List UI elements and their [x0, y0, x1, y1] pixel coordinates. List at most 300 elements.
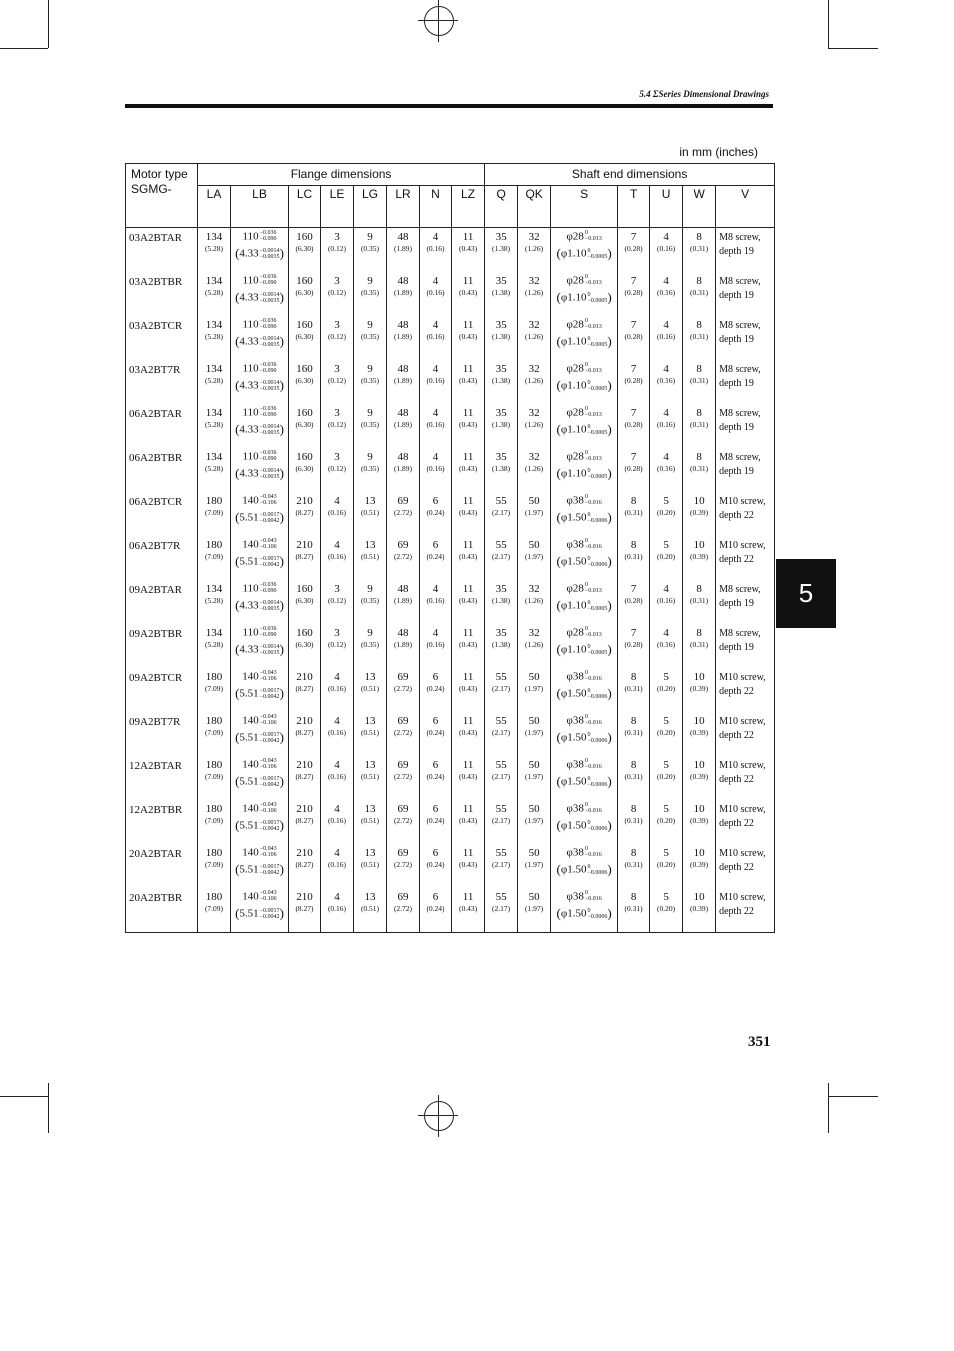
cell-inch-value: (5.28)	[204, 332, 224, 341]
cell-value: 180	[205, 539, 223, 551]
cell-inch-value: (1.26)	[525, 596, 544, 605]
cell-value: 3	[334, 319, 340, 331]
screw-depth: depth 19	[719, 246, 754, 257]
cell-value: 3	[334, 407, 340, 419]
tolerance	[260, 626, 277, 638]
cell-lg	[354, 580, 387, 624]
motor-type-header: Motor type SGMG-	[126, 164, 198, 228]
tolerance-lower: −0.0005	[587, 429, 608, 436]
cell-value: 7	[630, 407, 637, 419]
paren-open: (	[235, 465, 240, 481]
cell-value: 9	[367, 407, 373, 419]
tolerance-upper: 0	[584, 582, 588, 589]
tolerance	[587, 644, 607, 656]
cell-inch-value: (0.16)	[426, 464, 445, 473]
nominal-inch-value: φ1.50	[560, 819, 587, 832]
cell-value: 35	[495, 275, 507, 287]
cell-t	[618, 800, 650, 844]
tolerance	[587, 248, 607, 260]
nominal-value: 110	[242, 626, 259, 639]
cell-inch-value: (6.30)	[295, 332, 314, 341]
tolerance-upper: 0	[584, 538, 588, 545]
cell-la	[198, 624, 231, 668]
screw-spec: M8 screw,	[719, 452, 761, 463]
cell-n	[420, 228, 452, 273]
screw-spec: M8 screw,	[719, 364, 761, 375]
cell-inch-value: (7.09)	[204, 904, 224, 913]
cell-inch-value: (2.17)	[492, 684, 511, 693]
cell-qk	[518, 360, 551, 404]
crop-mark	[828, 0, 829, 48]
cell-value: 55	[495, 847, 507, 859]
tolerance-upper: −0.036	[259, 450, 277, 457]
cell-inch-value: (0.51)	[360, 728, 380, 737]
cell-v	[716, 492, 775, 536]
cell-value: 134	[205, 627, 223, 639]
tolerance-lower: −0.0006	[587, 869, 608, 876]
tolerance	[585, 758, 602, 770]
cell-inch-value: (0.24)	[426, 684, 445, 693]
cell-la	[198, 448, 231, 492]
tolerance-upper: 0	[584, 626, 588, 633]
cell-inch-value: (0.20)	[657, 508, 676, 517]
column-header-w	[683, 186, 716, 228]
cell-value: 10	[693, 539, 705, 551]
cell-qk	[518, 844, 551, 888]
cell-inch-value: (0.20)	[657, 684, 676, 693]
cell-t	[618, 888, 650, 933]
paren-open: (	[556, 773, 561, 789]
paren-close: )	[607, 421, 612, 437]
cell-value: 8	[696, 583, 702, 595]
column-header-label: S	[580, 187, 589, 201]
cell-inch-value: (0.24)	[426, 772, 445, 781]
cell-value: 13	[364, 803, 376, 815]
nominal-value: φ38	[566, 890, 584, 903]
paren-close: )	[279, 817, 284, 833]
paren-close: )	[607, 773, 612, 789]
tolerance	[587, 424, 607, 436]
cell-lb	[231, 404, 289, 448]
cell-value: 11	[462, 319, 474, 331]
cell-value: 180	[205, 495, 223, 507]
cell-value: 4	[334, 495, 340, 507]
tolerance-lower: −0.016	[584, 720, 602, 727]
paren-close: )	[607, 333, 612, 349]
cell-q	[485, 360, 518, 404]
cell-value: 180	[205, 671, 223, 683]
screw-depth: depth 22	[719, 554, 754, 565]
cell-value: 3	[334, 627, 340, 639]
cell-v	[716, 448, 775, 492]
cell-inch-value: (2.17)	[492, 904, 511, 913]
cell-lz	[452, 844, 485, 888]
column-header-label: W	[693, 187, 705, 201]
paren-open: (	[556, 685, 561, 701]
tolerance-upper: 0	[587, 291, 591, 298]
cell-inch-value: (5.28)	[204, 288, 224, 297]
tolerance-lower: −0.0006	[587, 693, 608, 700]
tolerance-upper: 0	[584, 274, 588, 281]
cell-inch-value: (0.24)	[426, 904, 445, 913]
units-note: in mm (inches)	[679, 145, 758, 159]
cell-value: 4	[663, 275, 669, 287]
cell-inch-value: (0.12)	[327, 464, 347, 473]
paren-open: (	[235, 905, 240, 921]
cell-inch-value: (1.97)	[525, 684, 544, 693]
tolerance-lower: −0.0042	[259, 517, 280, 524]
tolerance-upper: −0.043	[259, 538, 277, 545]
cell-value: 4	[663, 319, 669, 331]
tolerance	[260, 556, 280, 568]
cell-inch-value: (0.16)	[426, 332, 445, 341]
cell-inch-value: (0.16)	[657, 596, 676, 605]
cell-lc	[289, 756, 321, 800]
nominal-inch-value: φ1.10	[560, 247, 587, 260]
cell-inch-value: (0.20)	[657, 728, 676, 737]
tolerance-lower: −0.090	[259, 280, 277, 287]
cell-inch-value: (0.20)	[657, 904, 676, 913]
tolerance-lower: −0.0035	[259, 297, 280, 304]
cell-motor-type: 03A2BTCR	[126, 316, 198, 360]
cell-value: 48	[397, 275, 409, 287]
cell-w	[683, 272, 716, 316]
cell-q	[485, 404, 518, 448]
cell-inch-value: (6.30)	[295, 376, 314, 385]
cell-t	[618, 536, 650, 580]
tolerance	[585, 538, 602, 550]
cell-value: 3	[334, 583, 340, 595]
table-row	[126, 360, 775, 404]
tolerance-lower: −0.106	[259, 544, 277, 551]
cell-value: 160	[296, 319, 313, 331]
cell-lb	[231, 624, 289, 668]
cell-inch-value: (0.43)	[458, 816, 478, 825]
table-row	[126, 844, 775, 888]
cell-w	[683, 360, 716, 404]
cell-inch-value: (2.17)	[492, 860, 511, 869]
cell-value: 10	[693, 847, 705, 859]
tolerance	[260, 450, 277, 462]
cell-inch-value: (0.16)	[327, 904, 347, 913]
cell-inch-value: (0.43)	[458, 728, 478, 737]
tolerance-upper: −0.043	[259, 494, 277, 501]
cell-inch-value: (1.38)	[492, 640, 511, 649]
cell-lr	[387, 536, 420, 580]
cell-inch-value: (1.38)	[492, 596, 511, 605]
paren-open: (	[556, 597, 561, 613]
column-header-q	[485, 186, 518, 228]
cell-v	[716, 712, 775, 756]
tolerance-upper: −0.036	[259, 230, 277, 237]
cell-value: 134	[205, 319, 223, 331]
tolerance-upper: −0.0017	[259, 863, 280, 870]
cell-le	[321, 756, 354, 800]
cell-value: 32	[528, 407, 540, 419]
shaft-group-header: Shaft end dimensions	[485, 164, 775, 186]
cell-u	[650, 888, 683, 933]
cell-s	[551, 448, 618, 492]
cell-lg	[354, 712, 387, 756]
cell-inch-value: (1.89)	[393, 464, 413, 473]
tolerance-lower: −0.0035	[259, 649, 280, 656]
cell-value: 160	[296, 583, 313, 595]
cell-inch-value: (0.12)	[327, 640, 347, 649]
cell-v	[716, 756, 775, 800]
tolerance-lower: −0.106	[259, 676, 277, 683]
cell-value: 35	[495, 627, 507, 639]
column-header-t	[618, 186, 650, 228]
tolerance-upper: 0	[584, 846, 588, 853]
cell-value: 8	[696, 407, 702, 419]
cell-lz	[452, 228, 485, 273]
screw-spec: M10 screw,	[719, 848, 766, 859]
tolerance-upper: 0	[584, 406, 588, 413]
cell-value: 69	[397, 715, 409, 727]
cell-qk	[518, 228, 551, 273]
cell-qk	[518, 404, 551, 448]
cell-inch-value: (0.31)	[690, 640, 709, 649]
cell-inch-value: (0.12)	[327, 376, 347, 385]
screw-depth: depth 22	[719, 730, 754, 741]
cell-lz	[452, 668, 485, 712]
tolerance-lower: −0.0035	[259, 341, 280, 348]
cell-le	[321, 888, 354, 933]
cell-lg	[354, 844, 387, 888]
tolerance-upper: 0	[587, 555, 591, 562]
cell-value: 9	[367, 363, 373, 375]
tolerance	[260, 274, 277, 286]
cell-lg	[354, 536, 387, 580]
paren-open: (	[556, 729, 561, 745]
tolerance-lower: −0.106	[259, 720, 277, 727]
cell-value: 210	[296, 847, 313, 859]
tolerance-lower: −0.0042	[259, 561, 280, 568]
column-header-la	[198, 186, 231, 228]
cell-inch-value: (0.43)	[458, 684, 478, 693]
cell-value: 210	[296, 539, 313, 551]
cell-inch-value: (0.24)	[426, 860, 445, 869]
cell-t	[618, 360, 650, 404]
cell-inch-value: (8.27)	[295, 728, 314, 737]
tolerance-lower: −0.0035	[259, 385, 280, 392]
tolerance-lower: −0.016	[584, 896, 602, 903]
tolerance	[587, 512, 607, 524]
tolerance-lower: −0.106	[259, 896, 277, 903]
cell-inch-value: (7.09)	[204, 508, 224, 517]
cell-w	[683, 800, 716, 844]
cell-n	[420, 844, 452, 888]
cell-le	[321, 492, 354, 536]
cell-value: 5	[663, 539, 669, 551]
cell-lg	[354, 316, 387, 360]
cell-value: 4	[663, 627, 669, 639]
cell-value: 11	[462, 495, 474, 507]
cell-lr	[387, 580, 420, 624]
cell-motor-type: 06A2BTCR	[126, 492, 198, 536]
table-row	[126, 316, 775, 360]
paren-open: (	[235, 289, 240, 305]
cell-value: 6	[432, 847, 439, 859]
cell-v	[716, 536, 775, 580]
screw-depth: depth 19	[719, 642, 754, 653]
tolerance-upper: −0.043	[259, 846, 277, 853]
paren-open: (	[235, 685, 240, 701]
cell-le	[321, 404, 354, 448]
cell-w	[683, 448, 716, 492]
tolerance	[260, 802, 277, 814]
tolerance	[585, 714, 602, 726]
cell-inch-value: (5.28)	[204, 244, 224, 253]
tolerance	[260, 820, 280, 832]
cell-t	[618, 316, 650, 360]
tolerance-lower: −0.0005	[587, 341, 608, 348]
tolerance	[585, 406, 602, 418]
cell-value: 32	[528, 319, 540, 331]
cell-value: 48	[397, 319, 409, 331]
cell-inch-value: (2.17)	[492, 508, 511, 517]
table-row	[126, 580, 775, 624]
cell-value: 180	[205, 715, 223, 727]
cell-lr	[387, 228, 420, 273]
cell-inch-value: (0.16)	[327, 772, 347, 781]
cell-n	[420, 272, 452, 316]
cell-motor-type: 09A2BT7R	[126, 712, 198, 756]
cell-lg	[354, 888, 387, 933]
paren-close: )	[279, 729, 284, 745]
tolerance-upper: −0.036	[259, 626, 277, 633]
paren-close: )	[279, 465, 284, 481]
cell-motor-type: 12A2BTAR	[126, 756, 198, 800]
cell-inch-value: (1.97)	[525, 816, 544, 825]
cell-inch-value: (0.43)	[458, 244, 478, 253]
nominal-inch-value: 5.51	[239, 907, 259, 920]
cell-v	[716, 316, 775, 360]
tolerance-upper: 0	[584, 230, 588, 237]
tolerance-lower: −0.0005	[587, 297, 608, 304]
nominal-value: φ38	[566, 494, 584, 507]
cell-value: 13	[364, 495, 376, 507]
tolerance-lower: −0.090	[259, 236, 277, 243]
cell-inch-value: (2.72)	[393, 860, 413, 869]
cell-value: 55	[495, 891, 507, 903]
cell-inch-value: (0.16)	[327, 684, 347, 693]
cell-inch-value: (0.51)	[360, 904, 380, 913]
paren-close: )	[279, 553, 284, 569]
nominal-inch-value: 4.33	[239, 599, 259, 612]
screw-spec: M10 screw,	[719, 716, 766, 727]
cell-inch-value: (0.16)	[426, 376, 445, 385]
screw-depth: depth 22	[719, 906, 754, 917]
nominal-value: φ38	[566, 802, 584, 815]
cell-inch-value: (8.27)	[295, 860, 314, 869]
tolerance-lower: −0.0042	[259, 825, 280, 832]
cell-lc	[289, 712, 321, 756]
cell-value: 160	[296, 407, 313, 419]
nominal-value: φ28	[566, 626, 584, 639]
cell-u	[650, 536, 683, 580]
tolerance	[260, 582, 277, 594]
cell-inch-value: (1.38)	[492, 288, 511, 297]
cell-value: 8	[630, 539, 637, 551]
tolerance-upper: 0	[587, 687, 591, 694]
cell-q	[485, 888, 518, 933]
table-row	[126, 888, 775, 933]
cell-inch-value: (7.09)	[204, 684, 224, 693]
cell-value: 50	[528, 495, 540, 507]
cell-value: 5	[663, 495, 669, 507]
cell-inch-value: (0.20)	[657, 816, 676, 825]
cell-value: 35	[495, 319, 507, 331]
cell-value: 3	[334, 231, 340, 243]
cell-qk	[518, 580, 551, 624]
cell-value: 160	[296, 627, 313, 639]
tolerance-upper: 0	[584, 450, 588, 457]
table-row	[126, 624, 775, 668]
paren-close: )	[607, 509, 612, 525]
column-header-label: LC	[296, 187, 313, 201]
cell-inch-value: (1.89)	[393, 244, 413, 253]
tolerance	[260, 512, 280, 524]
cell-q	[485, 624, 518, 668]
cell-inch-value: (2.72)	[393, 728, 413, 737]
cell-inch-value: (1.89)	[393, 288, 413, 297]
nominal-value: 140	[242, 802, 259, 815]
cell-value: 11	[462, 275, 474, 287]
header-rule	[125, 104, 773, 108]
cell-value: 48	[397, 451, 409, 463]
tolerance-upper: −0.043	[259, 670, 277, 677]
cell-inch-value: (0.51)	[360, 860, 380, 869]
cell-inch-value: (0.35)	[360, 640, 380, 649]
nominal-value: φ38	[566, 538, 584, 551]
cell-inch-value: (0.16)	[327, 728, 347, 737]
cell-inch-value: (1.97)	[525, 508, 544, 517]
cell-q	[485, 316, 518, 360]
cell-value: 9	[367, 319, 373, 331]
cell-value: 69	[397, 803, 409, 815]
cell-inch-value: (0.31)	[624, 552, 643, 561]
cell-qk	[518, 624, 551, 668]
tolerance-upper: 0	[587, 599, 591, 606]
crop-mark	[828, 1083, 829, 1133]
cell-lc	[289, 844, 321, 888]
nominal-inch-value: φ1.10	[560, 423, 587, 436]
tolerance	[587, 776, 607, 788]
tolerance-lower: −0.016	[584, 852, 602, 859]
nominal-inch-value: 5.51	[239, 555, 259, 568]
cell-inch-value: (8.27)	[295, 816, 314, 825]
cell-value: 6	[432, 539, 439, 551]
screw-spec: M10 screw,	[719, 804, 766, 815]
cell-inch-value: (1.26)	[525, 640, 544, 649]
cell-value: 10	[693, 803, 705, 815]
cell-lg	[354, 404, 387, 448]
cell-value: 7	[630, 363, 637, 375]
cell-u	[650, 228, 683, 273]
cell-inch-value: (0.28)	[624, 596, 643, 605]
cell-inch-value: (8.27)	[295, 772, 314, 781]
cell-v	[716, 844, 775, 888]
cell-inch-value: (0.16)	[657, 640, 676, 649]
nominal-inch-value: φ1.10	[560, 467, 587, 480]
cell-value: 9	[367, 275, 373, 287]
cell-q	[485, 712, 518, 756]
cell-u	[650, 448, 683, 492]
cell-inch-value: (2.72)	[393, 508, 413, 517]
cell-w	[683, 580, 716, 624]
cell-lb	[231, 536, 289, 580]
